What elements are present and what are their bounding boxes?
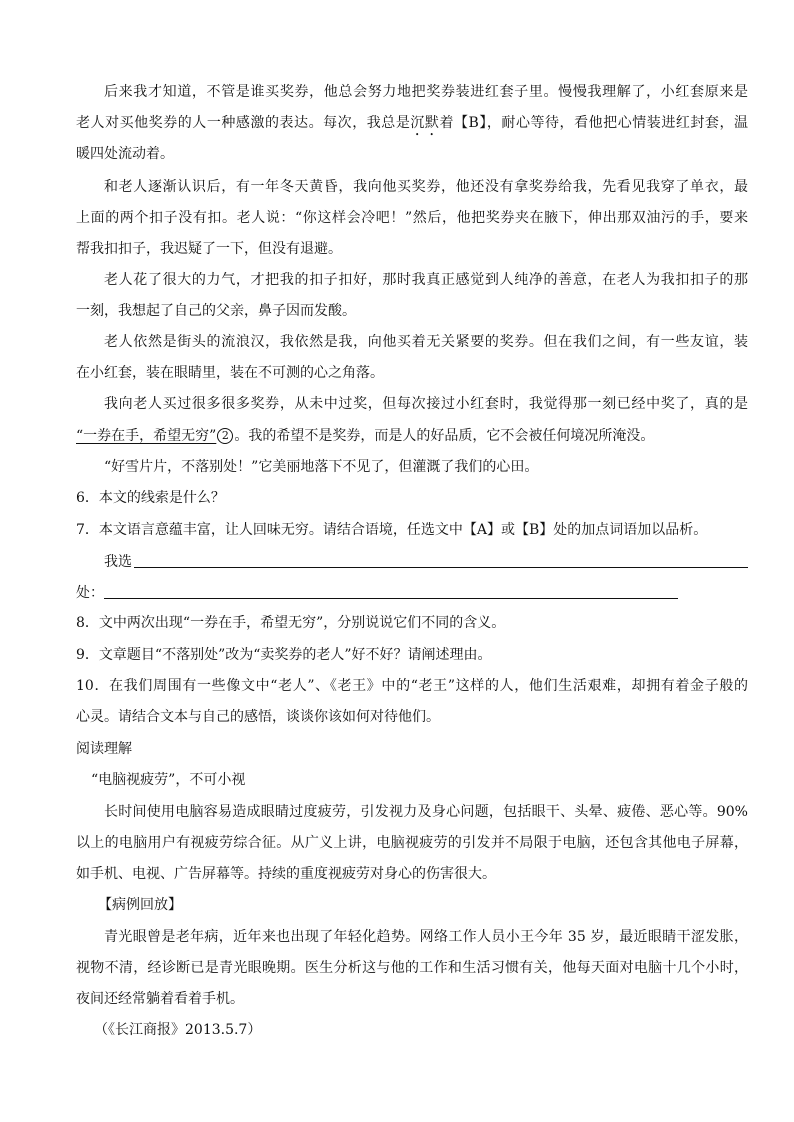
case-paragraph-line-3 bbox=[76, 989, 748, 1009]
case-heading bbox=[98, 895, 770, 915]
text-line: 如手机、电视、广告屏幕等。持续的重度视疲劳对身心的伤害很大。 bbox=[76, 866, 496, 882]
article-paragraph-1-line-2 bbox=[76, 833, 748, 853]
story-paragraph-3 bbox=[104, 270, 748, 290]
section-heading-text: 阅读理解 bbox=[76, 741, 132, 757]
question-10-line-2 bbox=[76, 707, 748, 727]
story-paragraph-1 bbox=[104, 82, 748, 102]
text-line: 上面的两个扣子没有扣。老人说：“你这样会冷吧！”然后，他把奖券夹在腋下，伸出那双油污的手，要来 bbox=[76, 210, 748, 226]
question-6 bbox=[76, 488, 748, 508]
answer-prompt-label: 我选 bbox=[104, 554, 132, 570]
text-line: 我向老人买过很多很多奖券，从未中过奖，但每次接过小红套时，我觉得那一刻已经中奖了，真的是 bbox=[104, 396, 748, 412]
story-paragraph-3-line-2 bbox=[76, 301, 748, 321]
question-9 bbox=[76, 645, 748, 665]
story-paragraph-4-line-2 bbox=[76, 363, 748, 383]
question-8 bbox=[76, 613, 748, 633]
text-line: 视物不清，经诊断已是青光眼晚期。医生分析这与他的工作和生活习惯有关，他每天面对电脑十几个小时， bbox=[76, 960, 748, 976]
question-text: 8．文中两次出现“一券在手，希望无穷”，分别说说它们不同的含义。 bbox=[76, 615, 506, 631]
answer-line-choose bbox=[104, 552, 748, 572]
story-paragraph-2 bbox=[104, 177, 748, 197]
text-line: 老人对买他奖券的人一种感激的表达。每次，我总是 bbox=[76, 115, 411, 131]
story-paragraph-5-line-2 bbox=[76, 426, 748, 446]
text-line: 老人依然是街头的流浪汉，我依然是我，向他买着无关紧要的奖券。但在我们之间，有一些友谊，装 bbox=[104, 334, 748, 350]
section-heading bbox=[76, 739, 748, 759]
story-paragraph-2-line-2 bbox=[76, 208, 748, 228]
text-line: 以上的电脑用户有视疲劳综合征。从广义上讲，电脑视疲劳的引发并不局限于电脑，还包含其他电子屏幕， bbox=[76, 835, 748, 851]
text-line: 长时间使用电脑容易造成眼睛过度疲劳，引发视力及身心问题，包括眼干、头晕、疲倦、恶心等。90% bbox=[104, 804, 748, 820]
case-paragraph-line-2 bbox=[76, 958, 748, 978]
answer-line-place bbox=[76, 583, 748, 603]
story-paragraph-1-line-2 bbox=[76, 113, 748, 139]
story-paragraph-2-line-3 bbox=[76, 239, 748, 259]
story-paragraph-6 bbox=[104, 457, 748, 477]
story-paragraph-5 bbox=[104, 394, 748, 414]
case-heading-text: 【病例回放】 bbox=[98, 897, 182, 913]
source-text: （《长江商报》2013.5.7） bbox=[94, 1022, 262, 1038]
case-paragraph bbox=[104, 927, 748, 947]
underlined-quote: “一券在手，希望无穷” bbox=[76, 428, 217, 444]
dotted-word-b: 沉默 bbox=[410, 115, 440, 131]
text-line: 。我的希望不是奖券，而是人的好品质，它不会被任何境况所淹没。 bbox=[234, 428, 655, 444]
article-title bbox=[91, 770, 763, 790]
text-line: 青光眼曾是老年病，近年来也出现了年轻化趋势。网络工作人员小王今年 35 岁，最近眼睛干涩发胀， bbox=[104, 929, 748, 945]
text-line: 和老人逐渐认识后，有一年冬天黄昏，我向他买奖券，他还没有拿奖券给我，先看见我穿了单衣，最 bbox=[104, 179, 748, 195]
story-paragraph-4 bbox=[104, 332, 748, 352]
text-line: 一刻，我想起了自己的父亲，鼻子因而发酸。 bbox=[76, 303, 356, 319]
text-line: 后来我才知道，不管是谁买奖券，他总会努力地把奖券装进红套子里。慢慢我理解了，小红套原来是 bbox=[104, 84, 748, 100]
answer-prompt-label: 处： bbox=[76, 585, 104, 601]
text-line: 夜间还经常躺着看着手机。 bbox=[76, 991, 244, 1007]
text-line: 在小红套，装在眼睛里，装在不可测的心之角落。 bbox=[76, 365, 384, 381]
text-line: 老人花了很大的力气，才把我的扣子扣好，那时我真正感觉到人纯净的善意，在老人为我扣扣子的那 bbox=[104, 272, 748, 288]
question-text: 9．文章题目“不落别处”改为“卖奖券的老人”好不好？请阐述理由。 bbox=[76, 647, 492, 663]
article-paragraph-1 bbox=[104, 802, 748, 822]
answer-blank-line[interactable] bbox=[134, 567, 748, 568]
circled-number-marker: 2 bbox=[217, 428, 233, 444]
text-line: 着【B】，耐心等待，看他把心情装进红封套，温 bbox=[439, 115, 749, 131]
article-title-text: “电脑视疲劳”，不可小视 bbox=[91, 772, 246, 788]
story-paragraph-1-line-3 bbox=[76, 144, 748, 164]
text-line: 帮我扣扣子，我迟疑了一下，但没有退避。 bbox=[76, 241, 342, 257]
text-line: 暖四处流动着。 bbox=[76, 146, 174, 162]
answer-blank-line[interactable] bbox=[104, 598, 678, 599]
question-10 bbox=[76, 676, 748, 696]
question-7 bbox=[76, 520, 748, 540]
source-citation bbox=[94, 1020, 766, 1040]
question-text: 6．本文的线索是什么？ bbox=[76, 490, 225, 506]
article-paragraph-1-line-3 bbox=[76, 864, 748, 884]
text-line: “好雪片片，不落别处！”它美丽地落下不见了，但灌溉了我们的心田。 bbox=[104, 459, 539, 475]
question-text: 7．本文语言意蕴丰富，让人回味无穷。请结合语境，任选文中【A】或【B】处的加点词语加以品析。 bbox=[76, 522, 708, 538]
question-text: 10．在我们周围有一些像文中“老人”、《老王》中的“老王”这样的人，他们生活艰难，却拥有着金子般的 bbox=[76, 678, 748, 694]
question-text: 心灵。请结合文本与自己的感悟，谈谈你该如何对待他们。 bbox=[76, 709, 440, 725]
